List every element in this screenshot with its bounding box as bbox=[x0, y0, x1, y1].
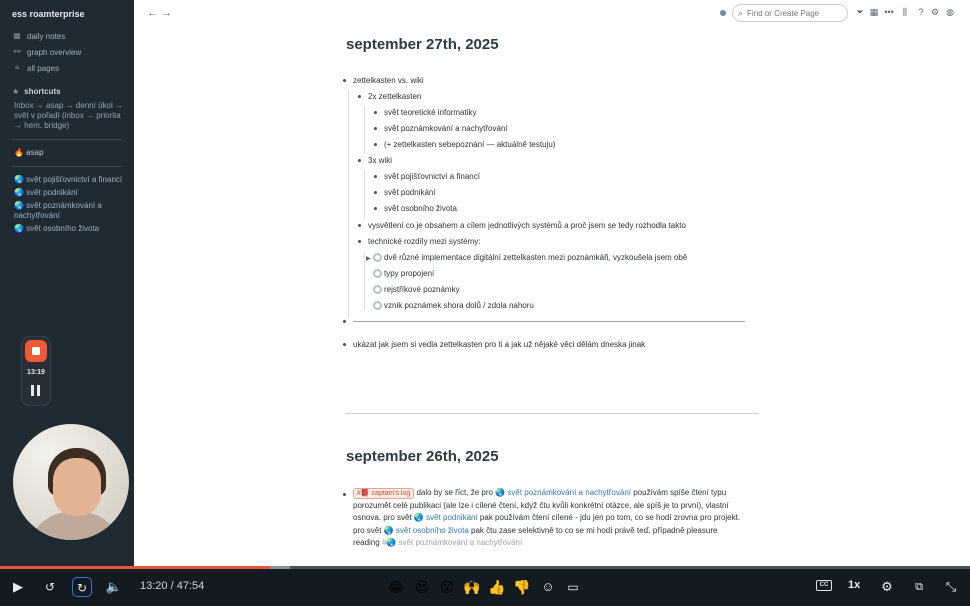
sidebar-item-daily-notes[interactable] bbox=[12, 28, 81, 44]
sidebar-toggle-icon[interactable]: ⫼ bbox=[902, 7, 908, 17]
exit-fullscreen-icon[interactable]: ⤡ bbox=[945, 579, 957, 594]
extension-icon[interactable]: ◍ bbox=[946, 7, 954, 17]
play-button[interactable]: ▶ bbox=[13, 579, 23, 594]
list-icon: ≡ bbox=[14, 63, 20, 72]
reaction-thumbs-down[interactable]: 👎 bbox=[513, 579, 531, 595]
playback-time: 13:20 / 47:54 bbox=[140, 580, 205, 592]
graph-name[interactable]: ess roamterprise bbox=[12, 9, 85, 19]
recording-time: 13:19 bbox=[27, 369, 45, 376]
calendar-icon: ▦ bbox=[13, 31, 21, 40]
horizontal-rule bbox=[353, 321, 745, 322]
captains-log-tag[interactable]: #📕 captain's log bbox=[353, 488, 414, 499]
list-item[interactable]: svět poznámkování a nachytřování bbox=[384, 124, 508, 133]
playback-speed-button[interactable]: 1x bbox=[848, 579, 861, 591]
list-item[interactable]: technické rozdíly mezi systémy: bbox=[368, 237, 481, 246]
filter-icon[interactable]: ⏷ bbox=[856, 7, 864, 17]
list-item[interactable]: typy propojení bbox=[384, 269, 435, 278]
forward-5-button[interactable]: ↻ bbox=[72, 577, 92, 597]
sidebar-item-label: all pages bbox=[27, 63, 60, 73]
left-sidebar bbox=[0, 0, 134, 566]
log-paragraph[interactable]: #📕 captain's log dalo by se říct, že pro 🌏 svět poznámkování a nachytřování používám spíše čtení typu porozumět celé publikaci (ale lze i cílené čtení, když čtu kvůli konkrétní otázce, ale spíš je to první), vlastní osnova. pro svět 🌏 svět podnikání pak používám čtení cílené - jdu jen po tom, co se hodí zrovna pro projekt. pro svět 🌏 svět osobního života pak čtu zase selektivně to co se mi hodí právě teď, případně pleasure reading #🌏 svět poznámkování a nachytřování bbox=[353, 488, 741, 547]
settings-icon[interactable]: ⚙ bbox=[881, 579, 893, 594]
shortcut-pages bbox=[14, 175, 129, 237]
add-reaction-icon[interactable]: ☺ bbox=[541, 579, 555, 594]
list-item[interactable]: (+ zettelkasten sebepoznání — aktuálně testuju) bbox=[384, 140, 556, 149]
back-arrow-icon[interactable]: ← bbox=[147, 7, 158, 19]
sync-status-dot bbox=[720, 10, 726, 16]
sidebar-divider bbox=[12, 139, 122, 140]
reaction-love[interactable]: 😍 bbox=[414, 579, 430, 595]
more-options-icon[interactable]: ••• bbox=[884, 7, 894, 17]
page-tag[interactable]: #🌏 svět poznámkování a nachytřování bbox=[381, 538, 523, 547]
sidebar-item-label: daily notes bbox=[27, 31, 66, 41]
page-title[interactable]: september 26th, 2025 bbox=[346, 448, 499, 465]
pause-icon bbox=[31, 385, 34, 396]
captions-button[interactable]: CC bbox=[816, 580, 832, 591]
main-content bbox=[134, 26, 970, 566]
settings-icon[interactable]: ⚙ bbox=[930, 7, 940, 17]
list-item[interactable]: vysvětlení co je obsahem a cílem jednotlivých systémů a proč jsem se tedy rozhodla takto bbox=[368, 221, 686, 230]
comment-icon[interactable]: ▭ bbox=[567, 580, 579, 594]
help-icon[interactable]: ? bbox=[918, 7, 924, 17]
pause-recording-button[interactable] bbox=[31, 385, 41, 396]
list-item[interactable]: svět osobního života bbox=[384, 204, 457, 213]
star-icon: ★ bbox=[12, 87, 20, 96]
shortcut-page[interactable]: 🌏 svět pojišťovnictví a financí bbox=[14, 175, 123, 184]
reaction-wow[interactable]: 😮 bbox=[439, 579, 455, 595]
reaction-raised-hands[interactable]: 🙌 bbox=[463, 579, 481, 595]
list-item[interactable]: zettelkasten vs. wiki bbox=[353, 76, 424, 85]
sidebar-divider bbox=[12, 166, 122, 167]
sidebar-item-all-pages[interactable] bbox=[12, 60, 81, 76]
recording-widget bbox=[21, 336, 51, 406]
search-input[interactable] bbox=[747, 9, 839, 18]
forward-arrow-icon[interactable]: → bbox=[161, 7, 172, 19]
list-item[interactable]: 3x wiki bbox=[368, 156, 393, 165]
list-item[interactable]: svět teoretické informatiky bbox=[384, 108, 477, 117]
list-item[interactable]: 2x zettelkasten bbox=[368, 92, 422, 101]
top-bar bbox=[134, 0, 970, 26]
list-item[interactable]: svět podnikání bbox=[384, 188, 436, 197]
page-link[interactable]: 🌏 svět poznámkování a nachytřování bbox=[495, 488, 631, 497]
sidebar-item-graph-overview[interactable] bbox=[12, 44, 81, 60]
shortcut-page[interactable]: 🌏 svět poznámkování a nachytřování bbox=[14, 201, 102, 220]
webcam-bubble[interactable] bbox=[13, 424, 129, 540]
calendar-icon[interactable]: ▦ bbox=[869, 7, 879, 17]
shortcut-inbox[interactable]: Inbox → asap → denní úkol → svět v pořadí (inbox → priorita → hem. bridge) bbox=[14, 101, 123, 130]
graph-icon: ⚯ bbox=[13, 47, 21, 56]
shortcut-page[interactable]: 🌏 svět osobního života bbox=[14, 224, 100, 233]
volume-icon[interactable]: 🔈 bbox=[105, 579, 123, 594]
list-item[interactable]: dvě různé implementace digitální zettelkasten mezi poznámkáři, vyzkoušela jsem obě bbox=[384, 253, 688, 262]
video-player-bar bbox=[0, 566, 970, 606]
list-item[interactable]: vznik poznámek shora dolů / zdola nahoru bbox=[384, 301, 534, 310]
picture-in-picture-icon[interactable]: ⧉ bbox=[915, 581, 923, 593]
list-item[interactable]: svět pojišťovnictví a financí bbox=[384, 172, 480, 181]
reaction-thumbs-up[interactable]: 👍 bbox=[488, 579, 506, 595]
rewind-5-button[interactable]: ↺ bbox=[44, 580, 56, 594]
page-link[interactable]: 🌏 svět osobního života bbox=[383, 525, 469, 535]
stop-recording-button[interactable] bbox=[25, 340, 47, 362]
page-link[interactable]: 🌏 svět podnikání bbox=[413, 513, 478, 522]
shortcut-asap[interactable]: 🔥 asap bbox=[14, 148, 44, 157]
search-icon: ⌕ bbox=[738, 7, 744, 18]
page-title[interactable]: september 27th, 2025 bbox=[346, 36, 499, 53]
list-item[interactable]: ukázat jak jsem si vedla zettelkasten pro ti a jak už nějaké věci dělám dneska jinak bbox=[353, 340, 646, 349]
progress-fill bbox=[0, 566, 270, 569]
shortcuts-heading: ★ shortcuts bbox=[12, 87, 61, 96]
shortcut-page[interactable]: 🌏 svět podnikání bbox=[14, 188, 78, 197]
list-item[interactable]: rejstříkové poznámky bbox=[384, 285, 460, 294]
search-box[interactable] bbox=[732, 4, 848, 22]
sidebar-item-label: graph overview bbox=[27, 47, 82, 57]
day-divider bbox=[345, 413, 759, 414]
collapse-caret-icon[interactable]: ▶ bbox=[366, 256, 371, 262]
reaction-laugh[interactable]: 😂 bbox=[387, 579, 405, 595]
sidebar-nav bbox=[12, 28, 81, 76]
stop-icon bbox=[32, 347, 40, 355]
